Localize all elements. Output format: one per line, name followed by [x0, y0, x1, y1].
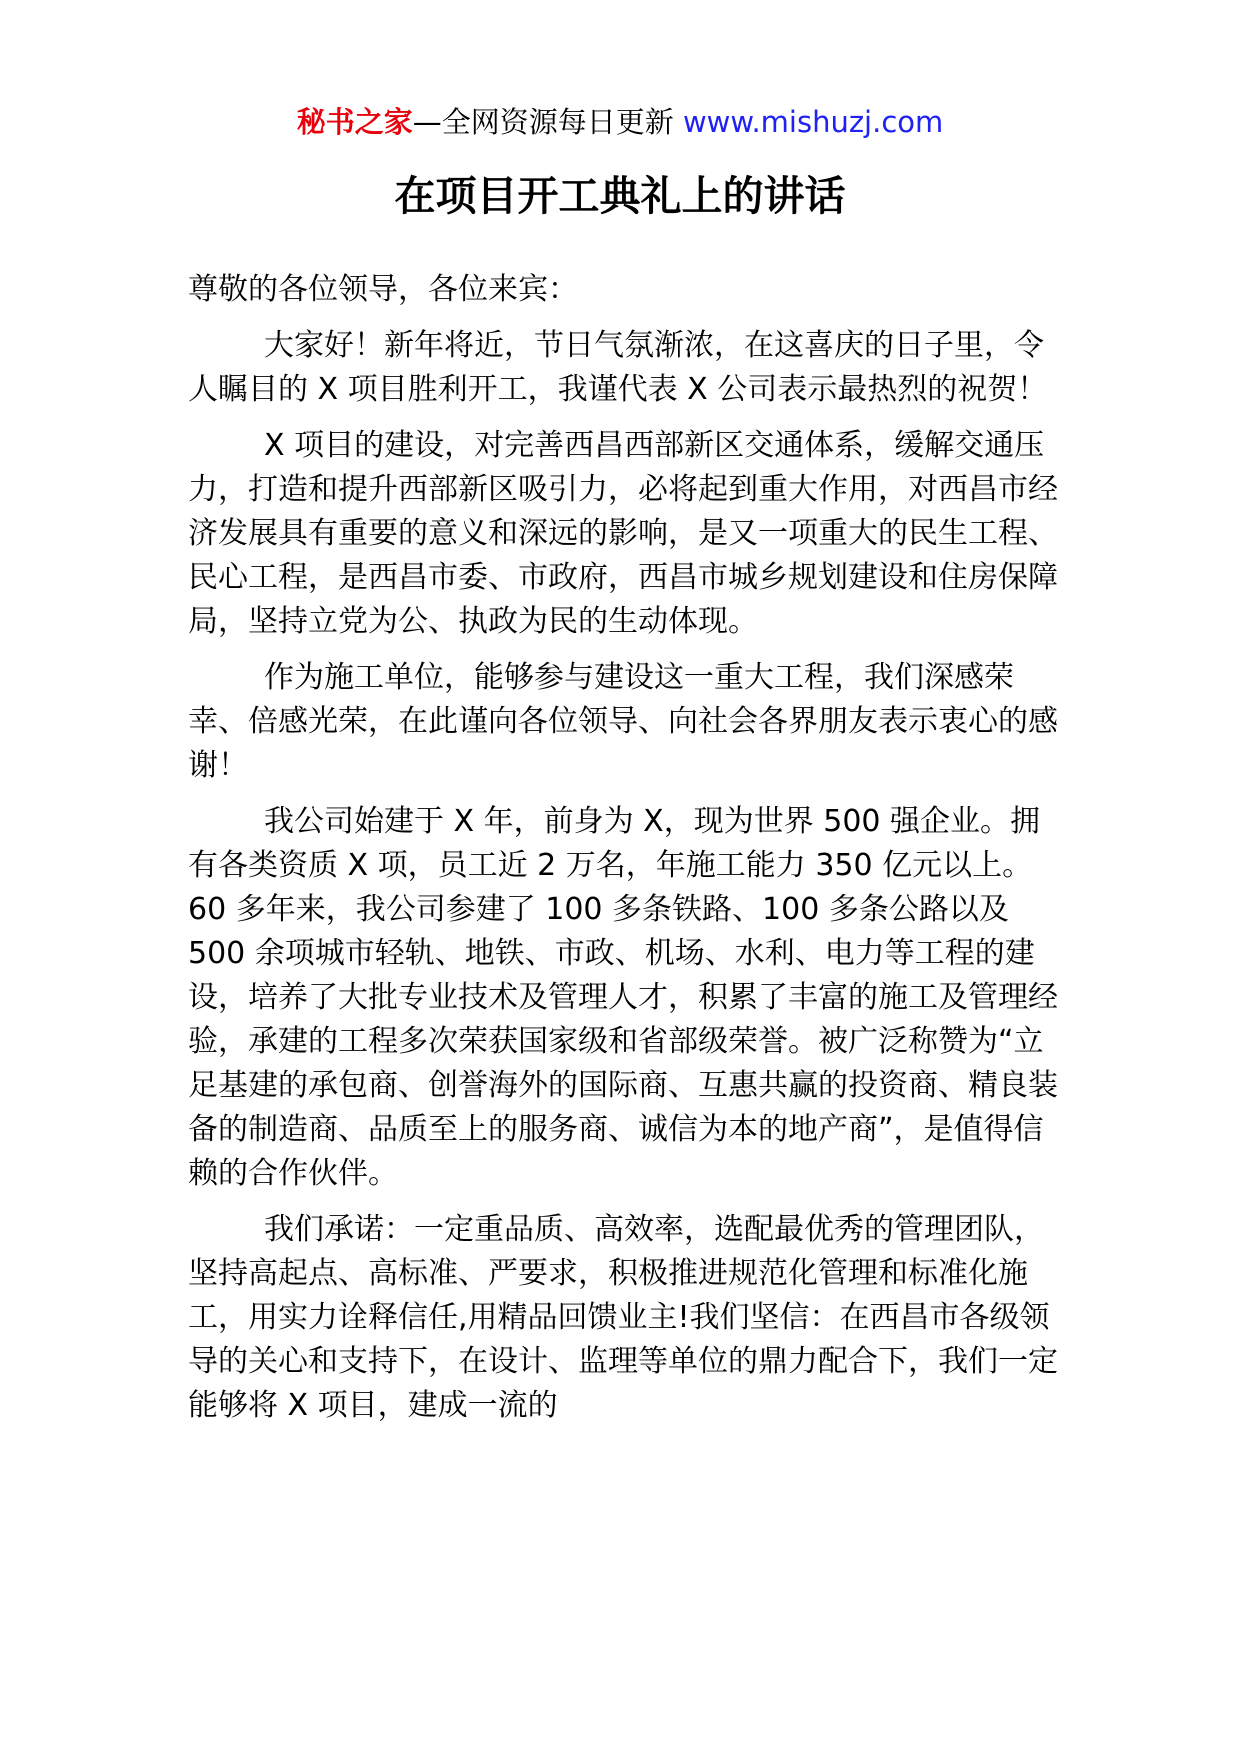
paragraph: X 项目的建设，对完善西昌西部新区交通体系，缓解交通压力，打造和提升西部新区吸引力，必将起到重大作用，对西昌市经济发展具有重要的意义和深远的影响，是又一项重大的民生工程、民心工程，是西昌市委、市政府，西昌市城乡规划建设和住房保障局，坚持立党为公、执政为民的生动体现。 — [188, 428, 1058, 639]
paragraph: 我公司始建于 X 年，前身为 X，现为世界 500 强企业。拥有各类资质 X 项，员工近 2 万名，年施工能力 350 亿元以上。60 多年来，我公司参建了 100 多条铁路、100 多条公路以及 500 余项城市轻轨、地铁、市政、机场、水利、电力等工程的建设，培养了大批专业技术及管理人才，积累了丰富的施工及管理经验，承建的工程多次荣获国家级和省部级荣誉。被广泛称赞为“立足基建的承包商、创誉海外的国际商、互惠共赢的投资商、精良装备的制造商、品质至上的服务商、诚信为本的地产商”，是值得信赖的合作伙伴。 — [188, 804, 1058, 1191]
paragraph: 作为施工单位，能够参与建设这一重大工程，我们深感荣幸、倍感光荣，在此谨向各位领导、向社会各界朋友表示衷心的感谢！ — [188, 660, 1058, 783]
document-body — [188, 268, 1068, 1440]
site-url-link[interactable]: www.mishuzj.com — [682, 105, 944, 139]
header-tagline: —全网资源每日更新 — [412, 105, 683, 139]
document-title: 在项目开工典礼上的讲话 — [394, 172, 846, 220]
site-header — [0, 102, 1240, 142]
paragraph: 大家好！新年将近，节日气氛渐浓，在这喜庆的日子里，令人瞩目的 X 项目胜利开工，我谨代表 X 公司表示最热烈的祝贺！ — [188, 328, 1048, 407]
brand-name: 秘书之家 — [296, 105, 413, 139]
salutation: 尊敬的各位领导，各位来宾： — [188, 272, 578, 307]
paragraph: 我们承诺：一定重品质、高效率，选配最优秀的管理团队，坚持高起点、高标准、严要求，积极推进规范化管理和标准化施工，用实力诠释信任,用精品回馈业主!我们坚信：在西昌市各级领导的关心和支持下，在设计、监理等单位的鼎力配合下，我们一定能够将 X 项目，建成一流的 — [188, 1212, 1058, 1423]
